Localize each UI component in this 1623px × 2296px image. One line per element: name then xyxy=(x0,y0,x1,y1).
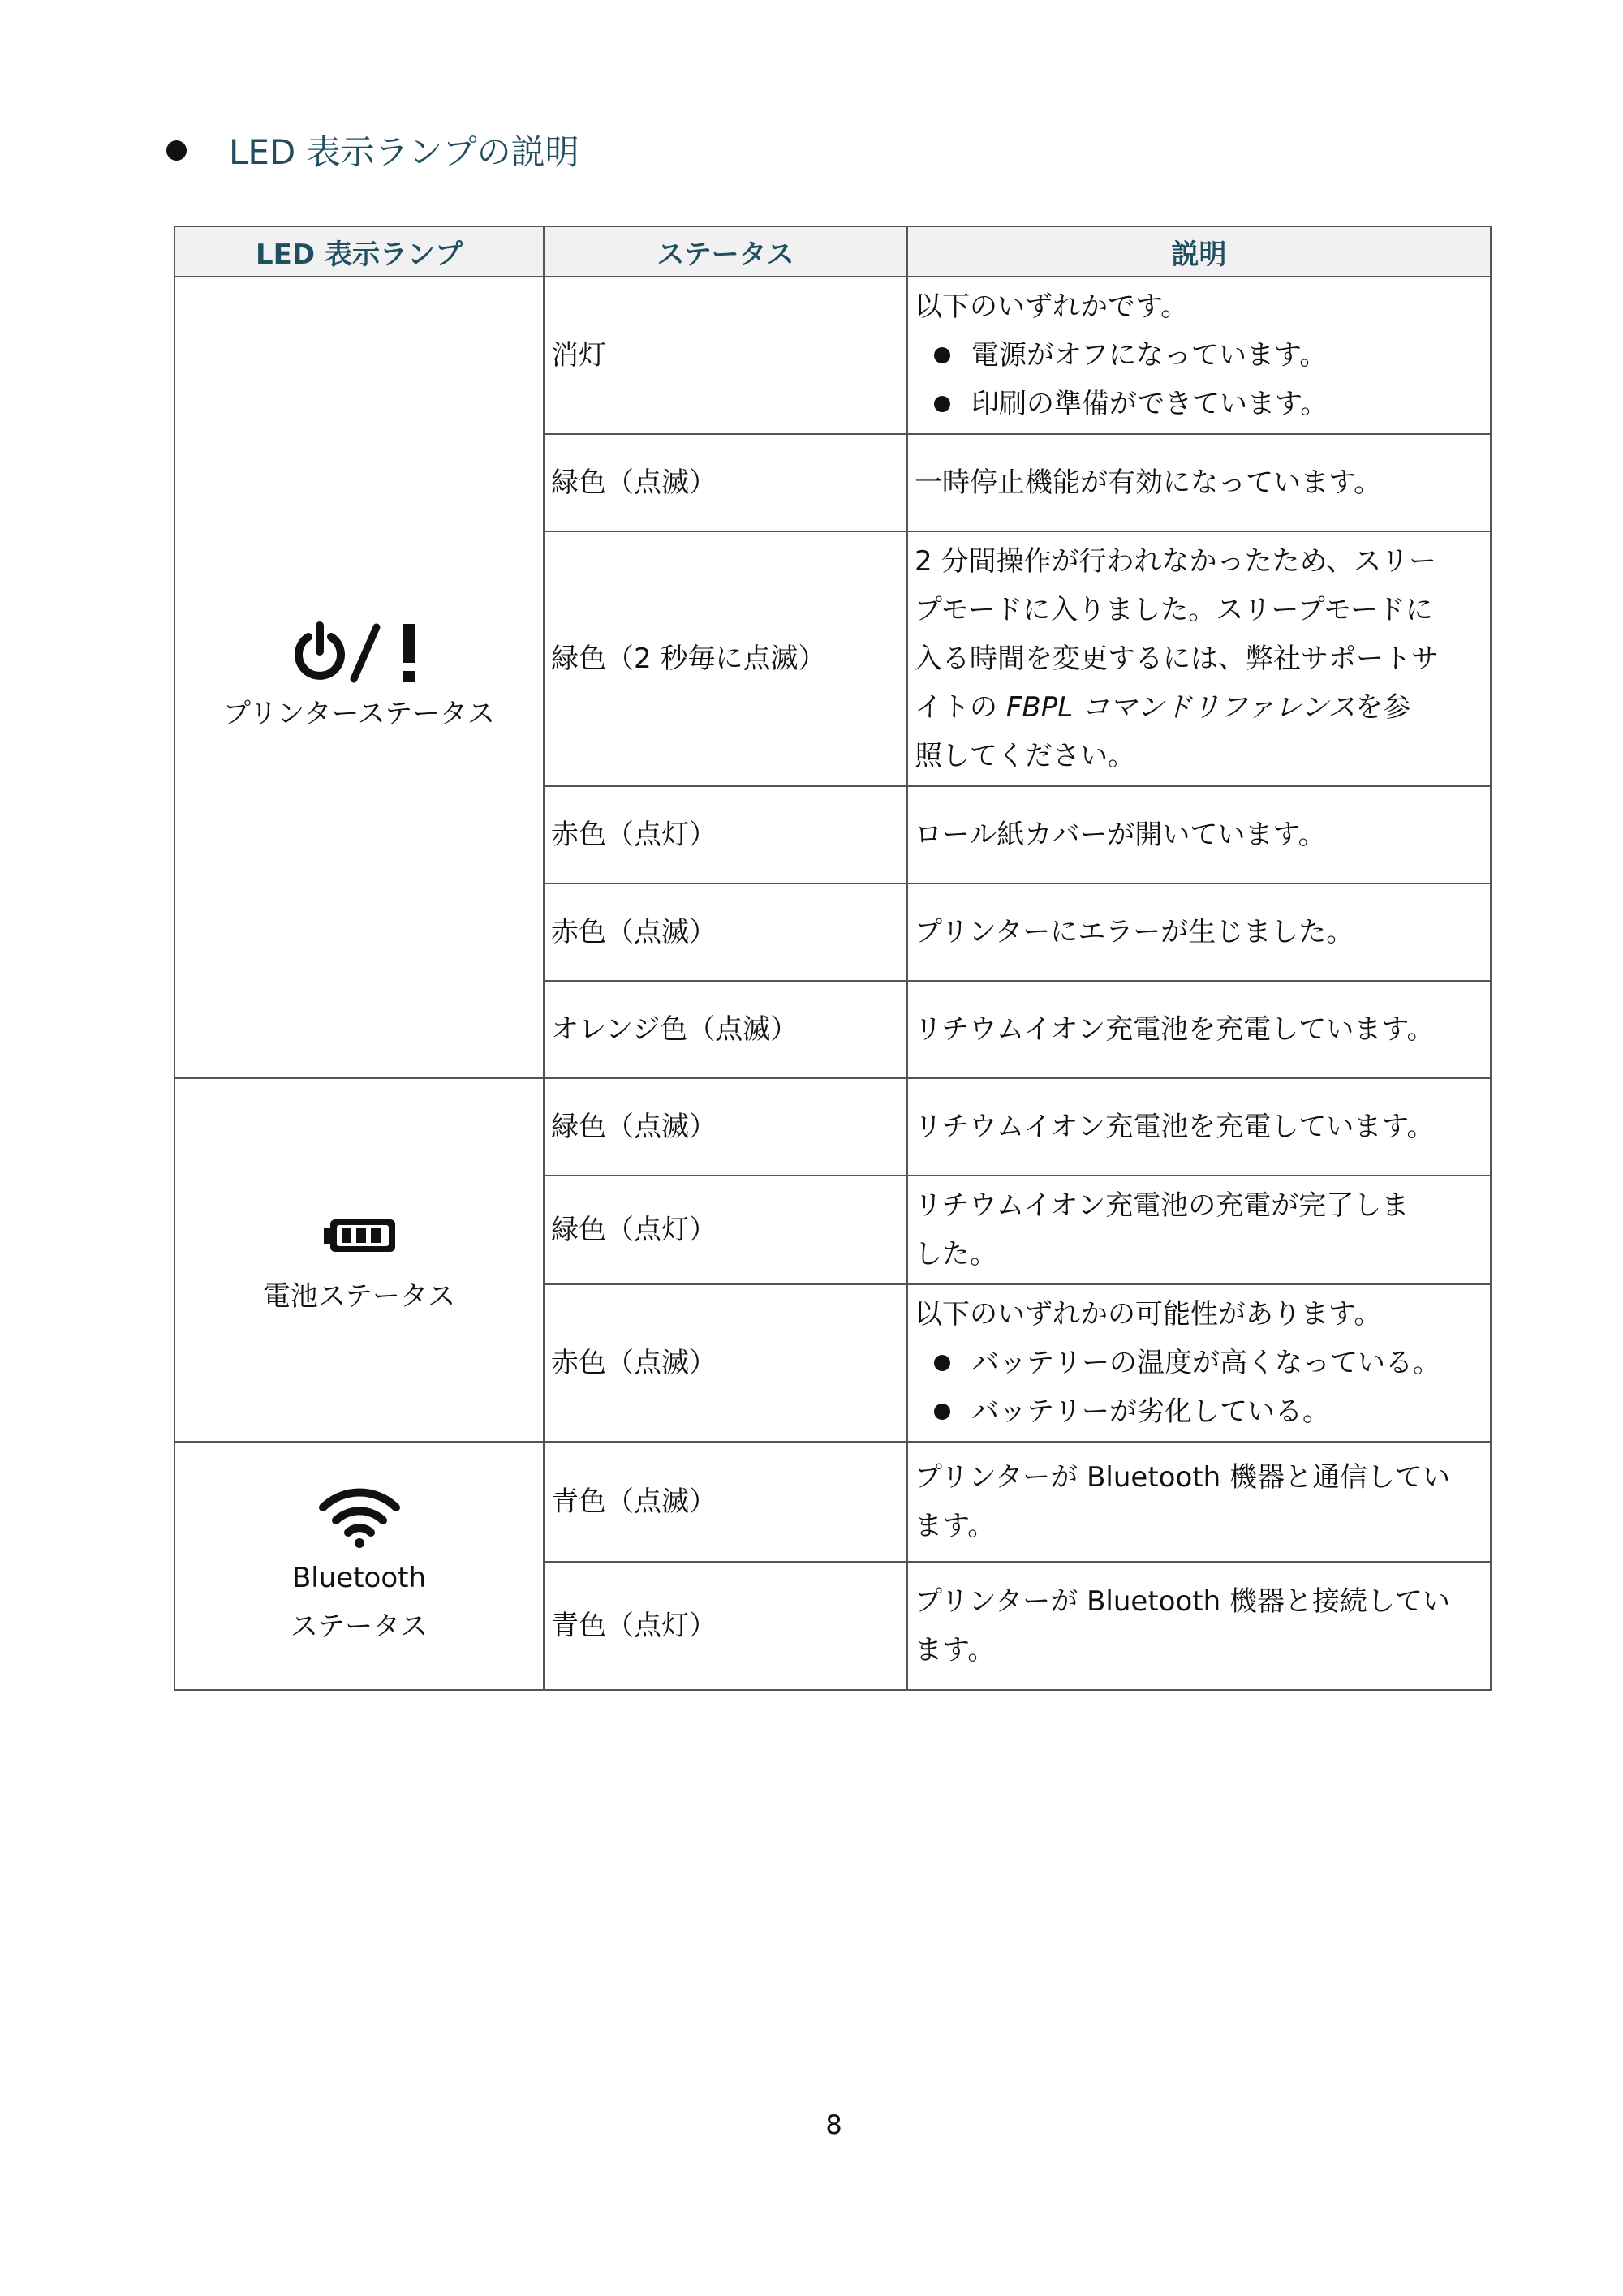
status-cell: 青色（点滅） xyxy=(544,1442,907,1562)
power-slash-exclamation-icon xyxy=(291,617,428,690)
description-line: した。 xyxy=(915,1238,997,1271)
table-header-row xyxy=(174,226,1491,277)
description-cell: リチウムイオン充電池を充電しています。 xyxy=(907,1078,1491,1176)
led-table xyxy=(174,226,1492,1691)
description-cell xyxy=(907,277,1491,434)
list-item: バッテリーが劣化している。 xyxy=(915,1387,1482,1436)
description-line: 入る時間を変更するには、弊社サポートサ xyxy=(915,643,1439,675)
table-row xyxy=(174,277,1491,434)
status-cell: オレンジ色（点滅） xyxy=(544,981,907,1078)
description-cell: ロール紙カバーが開いています。 xyxy=(907,786,1491,884)
table-row xyxy=(174,1442,1491,1562)
bluetooth-label-line1: Bluetooth xyxy=(291,1562,427,1594)
description-cell: 一時停止機能が有効になっています。 xyxy=(907,434,1491,531)
status-cell: 緑色（点灯） xyxy=(544,1176,907,1284)
description-cell xyxy=(907,1284,1491,1442)
description-line: プモードに入りました。スリープモードに xyxy=(915,594,1433,626)
page-number: 8 xyxy=(825,2109,842,2140)
header-status: ステータス xyxy=(544,226,907,277)
bullet-dot-icon xyxy=(934,1404,950,1420)
bluetooth-status-lamp-cell xyxy=(174,1442,544,1690)
description-cell: プリンターにエラーが生じました。 xyxy=(907,884,1491,981)
description-line: ます。 xyxy=(915,1510,996,1542)
description-intro: 以下のいずれかの可能性があります。 xyxy=(915,1298,1382,1331)
list-item: 印刷の準備ができています。 xyxy=(915,380,1482,428)
description-line: ます。 xyxy=(915,1634,996,1666)
status-cell: 赤色（点灯） xyxy=(544,786,907,884)
table-row xyxy=(174,1078,1491,1176)
description-cell: リチウムイオン充電池を充電しています。 xyxy=(907,981,1491,1078)
battery-status-lamp-cell xyxy=(174,1078,544,1442)
description-line: イトの FBPL コマンドリファレンスを参 xyxy=(915,691,1411,724)
wireless-signal-icon xyxy=(315,1481,404,1554)
description-line: リチウムイオン充電池の充電が完了しま xyxy=(915,1189,1410,1222)
battery-icon xyxy=(321,1199,398,1272)
status-cell: 消灯 xyxy=(544,277,907,434)
list-item: 電源がオフになっています。 xyxy=(915,331,1482,380)
description-cell xyxy=(907,1562,1491,1690)
description-line: プリンターが Bluetooth 機器と通信してい xyxy=(915,1461,1450,1494)
status-cell: 青色（点灯） xyxy=(544,1562,907,1690)
bullet-dot-icon xyxy=(934,1355,950,1371)
list-item: バッテリーの温度が高くなっている。 xyxy=(915,1339,1482,1387)
command-reference-link-text: FBPL コマンドリファレンス xyxy=(1005,691,1356,724)
section-title: LED 表示ランプの説明 xyxy=(229,132,579,172)
description-line: 照してください。 xyxy=(915,740,1135,772)
printer-status-lamp-cell xyxy=(174,277,544,1078)
status-cell: 緑色（点滅） xyxy=(544,434,907,531)
status-cell: 緑色（点滅） xyxy=(544,1078,907,1176)
description-cell xyxy=(907,531,1491,786)
section-heading xyxy=(166,122,579,178)
header-description: 説明 xyxy=(907,226,1491,277)
status-cell: 赤色（点滅） xyxy=(544,1284,907,1442)
description-line: 2 分間操作が行われなかったため、スリー xyxy=(915,545,1437,578)
bullet-dot-icon xyxy=(166,140,187,161)
description-line: プリンターが Bluetooth 機器と接続してい xyxy=(915,1585,1450,1618)
bullet-dot-icon xyxy=(934,396,950,412)
status-cell: 緑色（2 秒毎に点滅） xyxy=(544,531,907,786)
description-cell xyxy=(907,1176,1491,1284)
bluetooth-label-line2: ステータス xyxy=(290,1610,428,1643)
header-led-lamp: LED 表示ランプ xyxy=(174,226,544,277)
description-intro: 以下のいずれかです。 xyxy=(915,290,1189,323)
status-cell: 赤色（点滅） xyxy=(544,884,907,981)
bullet-dot-icon xyxy=(934,347,950,363)
printer-status-label: プリンターステータス xyxy=(223,698,495,730)
description-cell xyxy=(907,1442,1491,1562)
battery-status-label: 電池ステータス xyxy=(262,1280,456,1313)
